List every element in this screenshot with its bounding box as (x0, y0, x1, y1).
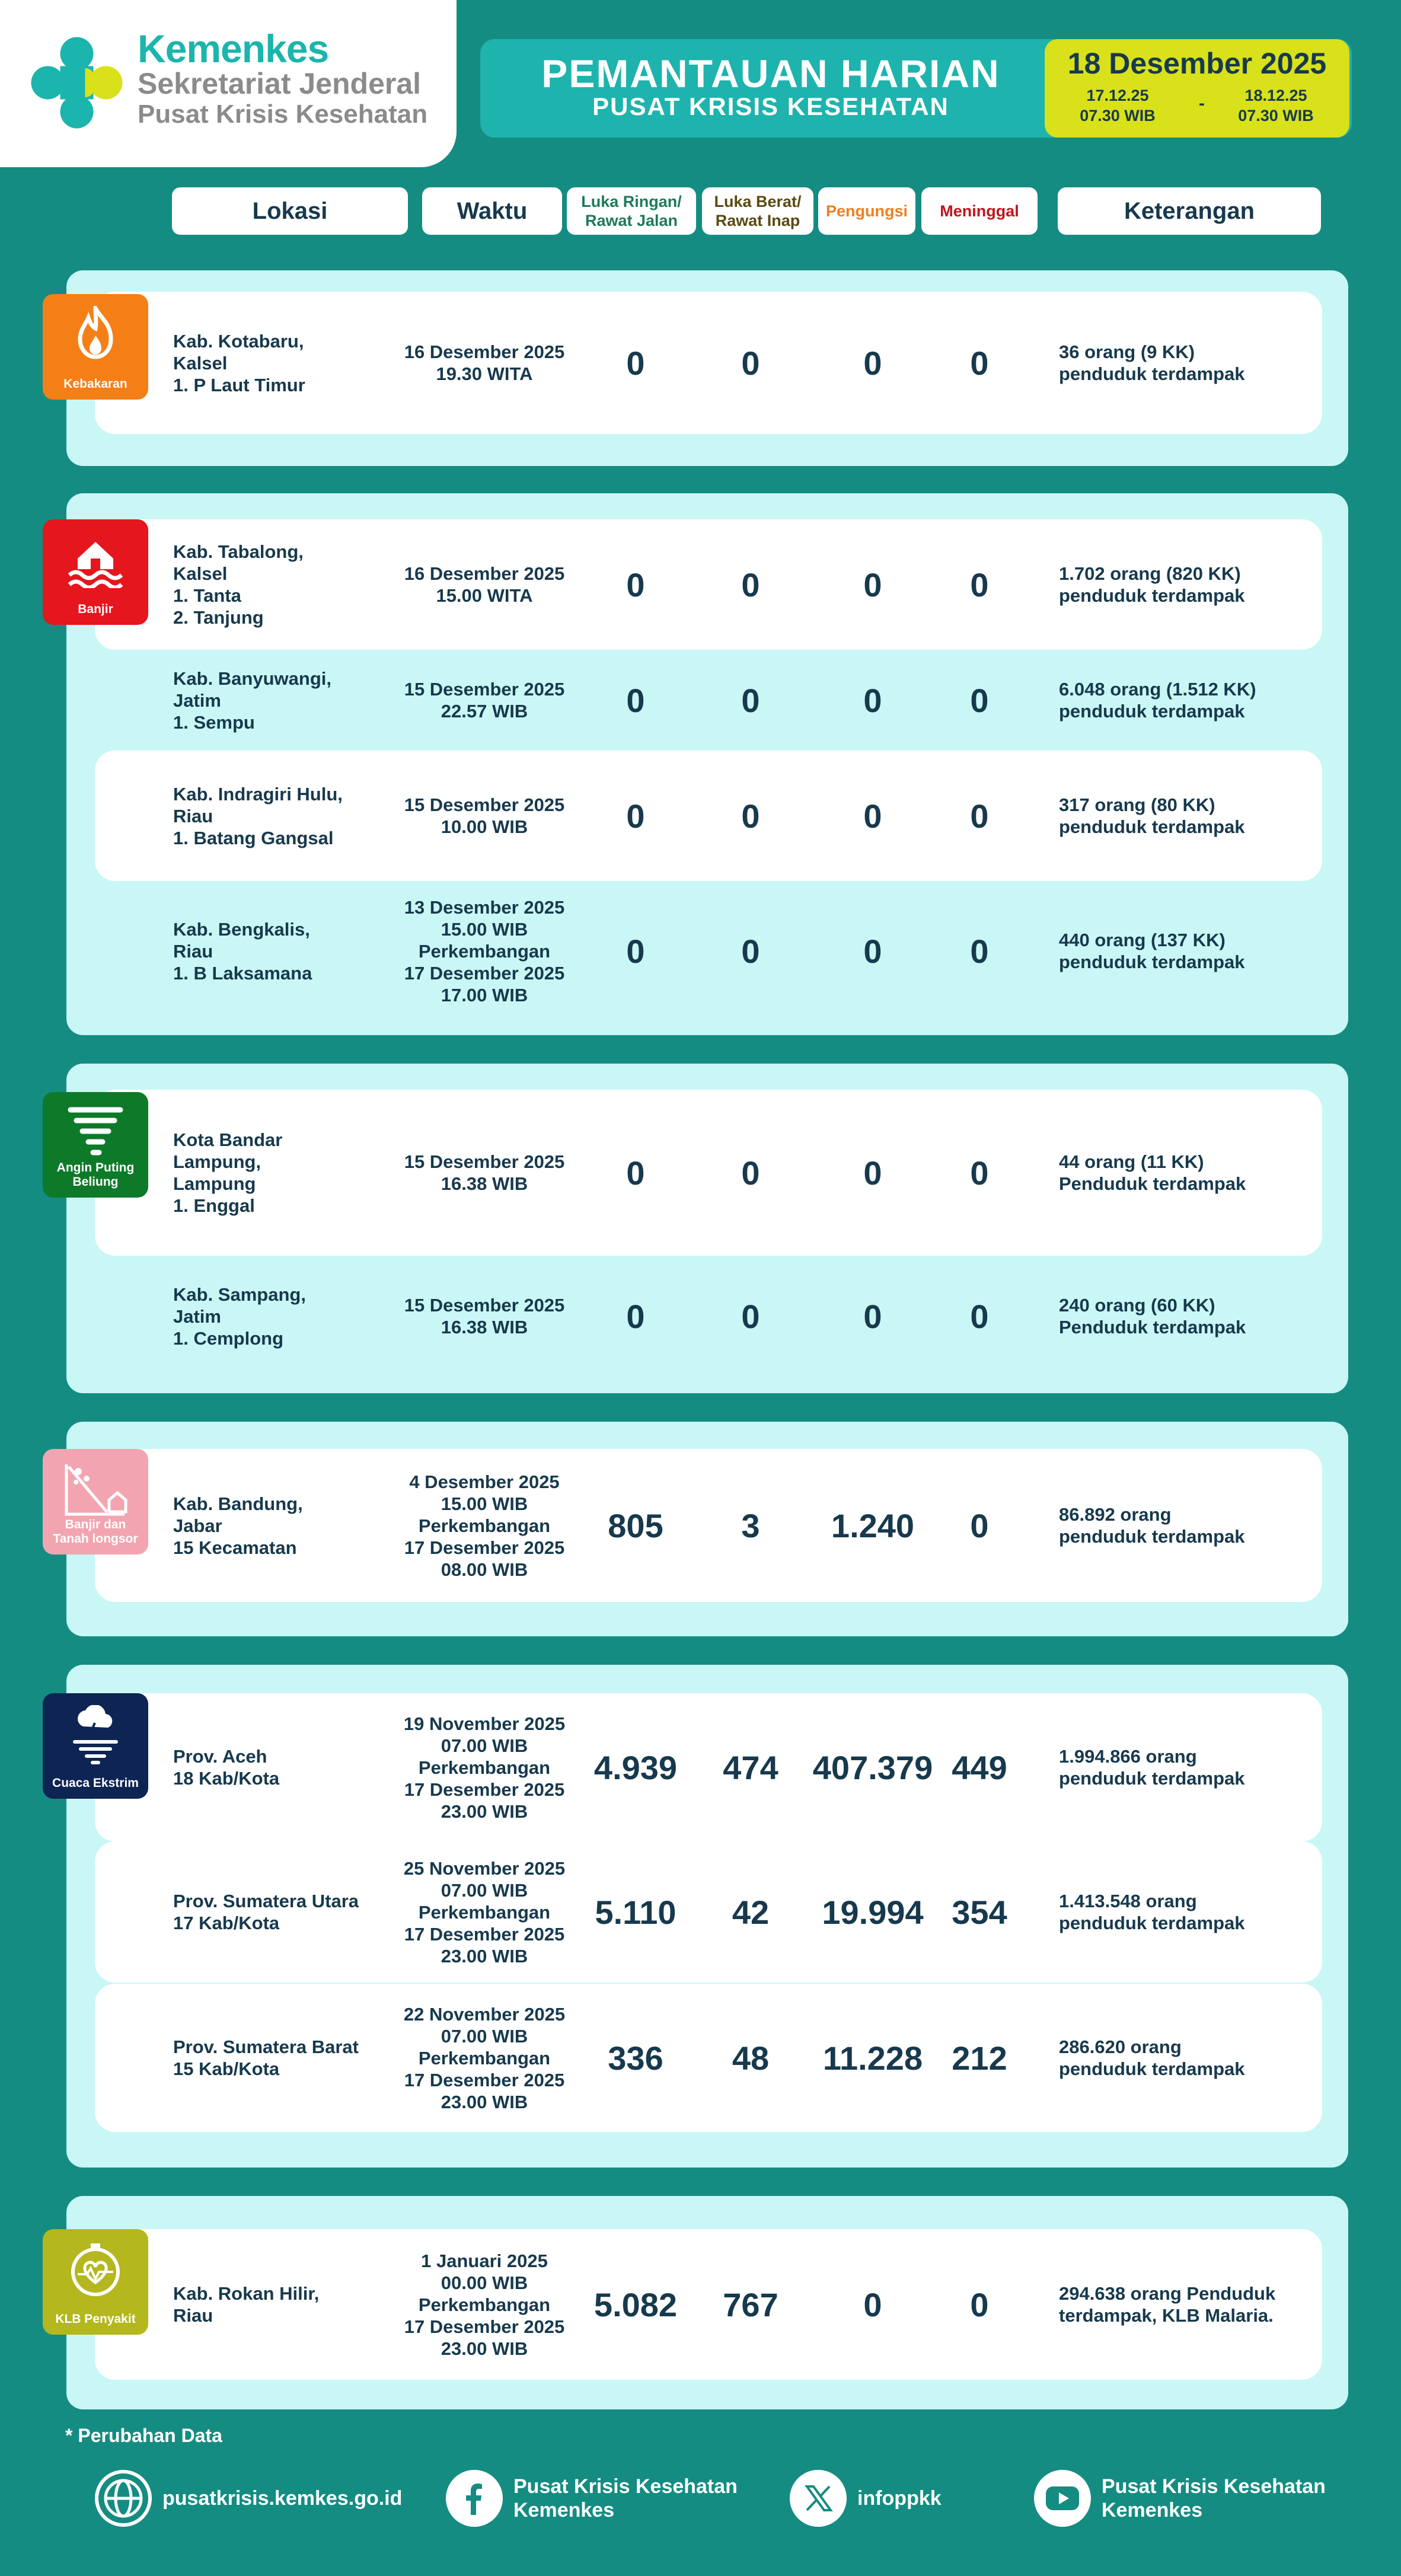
serious-injury-count: 0 (741, 1154, 760, 1192)
incident-section-storm (66, 1665, 1348, 2168)
location-text (173, 668, 331, 733)
text-line: 2. Tanjung (173, 607, 264, 628)
text-line: 15 Desember 2025 (404, 1295, 565, 1316)
range-start (1064, 85, 1171, 126)
page-subtitle: PUSAT KRISIS KESEHATAN (592, 92, 949, 120)
death-count: 0 (970, 797, 989, 835)
death-count: 449 (952, 1749, 1007, 1786)
description-text (1059, 1504, 1338, 1547)
report-date: 18 Desember 2025 (1067, 47, 1327, 80)
youtube-text-1: Pusat Krisis Kesehatan (1102, 2475, 1326, 2498)
text-line: 1. Enggal (173, 1195, 255, 1216)
col-header-luka-ringan (567, 187, 696, 235)
text-line: Kota Bandar (173, 1129, 283, 1150)
location-text (173, 1284, 306, 1349)
text-line: 17 Desember 2025 (404, 1779, 565, 1800)
text-line: penduduk terdampak (1059, 701, 1245, 722)
description-text (1059, 341, 1338, 385)
description-text (1059, 2283, 1338, 2326)
minor-injury-count: 0 (626, 566, 645, 604)
text-line: 23.00 WIB (441, 1801, 528, 1822)
text-line: 15.00 WITA (436, 585, 533, 606)
flood-category-tile (43, 519, 148, 625)
category-label (53, 1518, 138, 1546)
minor-injury-count: 0 (626, 682, 645, 719)
text-line: Riau (173, 805, 213, 826)
text-line: 16.38 WIB (441, 1173, 528, 1194)
text-line: 1. Batang Gangsal (173, 827, 334, 848)
logo-panel (0, 0, 457, 167)
text-line: penduduk terdampak (1059, 2058, 1245, 2079)
serious-injury-count: 48 (732, 2039, 770, 2077)
death-count: 212 (952, 2039, 1007, 2077)
death-count: 0 (970, 344, 989, 382)
col-header-luka-ringan-1: Luka Ringan/ (581, 193, 682, 210)
text-line: 15.00 WIB (441, 1493, 528, 1514)
death-count: 0 (970, 566, 989, 604)
text-line: 86.892 orang (1059, 1504, 1172, 1525)
col-header-luka-berat-2: Rawat Inap (715, 212, 800, 229)
location-text (173, 1890, 359, 1934)
youtube-link[interactable] (1034, 2469, 1326, 2528)
refugee-count: 0 (863, 933, 882, 970)
range-dash: - (1199, 94, 1205, 113)
death-count: 0 (970, 933, 989, 970)
text-line: 23.00 WIB (441, 2091, 528, 2112)
text-line: 317 orang (80 KK) (1059, 794, 1215, 815)
serious-injury-count: 42 (732, 1894, 770, 1931)
text-line: Lampung, (173, 1151, 261, 1172)
refugee-count: 19.994 (822, 1894, 924, 1931)
time-text (387, 2003, 582, 2113)
incident-section-fire (66, 270, 1348, 466)
text-line: Penduduk terdampak (1059, 1317, 1246, 1338)
col-header-luka-berat-1: Luka Berat/ (714, 193, 802, 210)
text-line: 22 November 2025 (403, 2003, 566, 2025)
description-text (1059, 678, 1338, 722)
death-count: 0 (970, 1507, 989, 1544)
minor-injury-count: 336 (608, 2039, 663, 2077)
refugee-count: 0 (863, 2286, 882, 2323)
description-text (1059, 1745, 1338, 1789)
refugee-count: 0 (863, 1154, 882, 1192)
minor-injury-count: 0 (626, 797, 645, 835)
time-text (387, 1857, 582, 1967)
range-end-date: 18.12.25 (1244, 87, 1307, 104)
text-line: 16 Desember 2025 (404, 341, 565, 362)
serious-injury-count: 3 (741, 1507, 760, 1544)
text-line: Jabar (173, 1515, 222, 1536)
text-line: 17.00 WIB (441, 984, 528, 1005)
text-line: 15 Desember 2025 (404, 794, 565, 815)
youtube-icon (1034, 2470, 1091, 2527)
text-line: 1.702 orang (820 KK) (1059, 563, 1241, 584)
death-count: 354 (952, 1894, 1007, 1931)
text-line: 17 Desember 2025 (404, 2316, 565, 2337)
text-line: Lampung (173, 1173, 256, 1194)
text-line: Kab. Bengkalis, (173, 918, 310, 940)
refugee-count: 11.228 (822, 2039, 923, 2077)
data-change-note: * Perubahan Data (65, 2425, 222, 2446)
storm-category-tile (43, 1693, 148, 1799)
disease-category-tile (43, 2229, 148, 2335)
serious-injury-count: 0 (741, 344, 760, 382)
death-count: 0 (970, 2286, 989, 2323)
serious-injury-count: 0 (741, 1298, 760, 1335)
serious-injury-count: 0 (741, 797, 760, 835)
text-line: penduduk terdampak (1059, 1768, 1245, 1789)
text-line: Prov. Sumatera Barat (173, 2036, 359, 2057)
text-line: Kalsel (173, 563, 228, 584)
time-text (387, 678, 582, 722)
text-line: 17 Desember 2025 (404, 1923, 565, 1945)
logo-line-3: Pusat Krisis Kesehatan (138, 100, 428, 129)
col-header-waktu: Waktu (422, 187, 562, 235)
website-link[interactable] (95, 2469, 402, 2528)
logo-name: Kemenkes (138, 27, 329, 71)
refugee-count: 1.240 (831, 1507, 915, 1544)
category-label-line: Kebakaran (63, 377, 127, 391)
text-line: Prov. Aceh (173, 1746, 267, 1767)
location-text (173, 2283, 319, 2326)
category-label-line: KLB Penyakit (55, 2312, 136, 2326)
text-line: Kab. Rokan Hilir, (173, 2283, 320, 2304)
description-text (1059, 563, 1338, 607)
facebook-text (513, 2475, 738, 2522)
text-line: 25 November 2025 (403, 1857, 566, 1879)
category-label (63, 377, 127, 391)
category-label (78, 602, 113, 617)
description-text (1059, 794, 1338, 838)
x-icon (790, 2470, 847, 2527)
text-line: Kab. Indragiri Hulu, (173, 783, 343, 805)
range-end-time: 07.30 WIB (1238, 107, 1314, 125)
text-line: 16 Desember 2025 (404, 563, 565, 584)
time-text (387, 2250, 582, 2360)
text-line: 1. Tanta (173, 585, 241, 606)
death-count: 0 (970, 682, 989, 719)
location-text (173, 541, 304, 628)
globe-icon (95, 2470, 152, 2527)
minor-injury-count: 4.939 (593, 1749, 678, 1786)
text-line: penduduk terdampak (1059, 1526, 1245, 1547)
page-title: PEMANTAUAN HARIAN (541, 52, 1000, 95)
text-line: Riau (173, 2305, 213, 2326)
text-line: Kab. Bandung, (173, 1493, 303, 1514)
landslide-category-tile (43, 1449, 148, 1554)
text-line: Riau (173, 940, 213, 962)
category-label-line: Banjir (78, 602, 113, 616)
category-label-line: Cuaca Ekstrim (52, 1776, 139, 1790)
text-line: terdampak, KLB Malaria. (1059, 2305, 1274, 2326)
text-line: 17 Desember 2025 (404, 1537, 565, 1558)
x-link[interactable] (790, 2469, 942, 2528)
text-line: 22.57 WIB (441, 701, 528, 722)
text-line: 44 orang (11 KK) (1059, 1151, 1204, 1172)
category-label-line: Angin Puting (56, 1161, 135, 1174)
text-line: 08.00 WIB (441, 1559, 528, 1580)
text-line: penduduk terdampak (1059, 585, 1245, 606)
text-line: 15.00 WIB (441, 918, 528, 940)
time-text (387, 794, 582, 838)
text-line: penduduk terdampak (1059, 1913, 1245, 1933)
description-text (1059, 2036, 1338, 2080)
col-header-lokasi: Lokasi (172, 187, 408, 235)
range-start-date: 17.12.25 (1086, 87, 1149, 104)
text-line: 15 Kab/Kota (173, 2058, 280, 2079)
x-handle-text: infoppkk (857, 2487, 942, 2510)
time-text (387, 1151, 582, 1195)
text-line: 36 orang (9 KK) (1059, 341, 1195, 362)
text-line: 00.00 WIB (441, 2272, 528, 2293)
text-line: 23.00 WIB (441, 2338, 528, 2359)
text-line: 1 Januari 2025 (421, 2250, 548, 2271)
incident-section-disease (66, 2196, 1348, 2409)
text-line: Penduduk terdampak (1059, 1173, 1246, 1194)
facebook-text-2: Kemenkes (513, 2499, 615, 2521)
location-text (173, 783, 343, 849)
kemenkes-logo-icon (25, 31, 129, 135)
serious-injury-count: 474 (723, 1749, 778, 1786)
category-label (52, 1776, 139, 1790)
refugee-count: 0 (863, 1298, 882, 1335)
text-line: 23.00 WIB (441, 1945, 528, 1967)
col-header-luka-ringan-2: Rawat Jalan (585, 212, 678, 229)
description-text (1059, 1151, 1338, 1195)
text-line: Perkembangan (418, 2294, 551, 2315)
minor-injury-count: 805 (608, 1507, 663, 1544)
col-header-luka-berat (702, 187, 813, 235)
minor-injury-count: 5.110 (595, 1894, 676, 1931)
text-line: 17 Kab/Kota (173, 1913, 280, 1933)
incident-section-landslide (66, 1422, 1348, 1636)
text-line: Jatim (173, 690, 221, 711)
col-header-keterangan: Keterangan (1058, 187, 1321, 235)
facebook-link[interactable] (446, 2469, 738, 2528)
minor-injury-count: 5.082 (593, 2286, 678, 2323)
time-text (387, 563, 582, 607)
location-text (173, 330, 305, 396)
death-count: 0 (970, 1154, 989, 1192)
text-line: penduduk terdampak (1059, 816, 1245, 837)
text-line: 1.994.866 orang (1059, 1746, 1197, 1767)
time-text (387, 1713, 582, 1822)
text-line: 440 orang (137 KK) (1059, 930, 1226, 950)
location-text (173, 1745, 279, 1789)
time-text (387, 1294, 582, 1338)
col-header-pengungsi: Pengungsi (818, 187, 915, 235)
minor-injury-count: 0 (626, 344, 645, 382)
text-line: Prov. Sumatera Utara (173, 1891, 359, 1911)
refugee-count: 0 (863, 344, 882, 382)
location-text (173, 2036, 359, 2080)
text-line: 15 Desember 2025 (404, 1151, 565, 1172)
text-line: Perkembangan (418, 1757, 551, 1778)
range-start-time: 07.30 WIB (1080, 107, 1156, 125)
refugee-count: 0 (863, 566, 882, 604)
text-line: 1. Cemplong (173, 1327, 284, 1349)
location-text (173, 1493, 303, 1559)
text-line: Jatim (173, 1305, 221, 1327)
text-line: 13 Desember 2025 (404, 896, 565, 918)
logo-line-2: Sekretariat Jenderal (138, 67, 422, 100)
text-line: 1. B Laksamana (173, 962, 312, 984)
minor-injury-count: 0 (626, 1298, 645, 1335)
youtube-text (1102, 2475, 1326, 2522)
text-line: 07.00 WIB (441, 1879, 528, 1901)
text-line: 15 Desember 2025 (404, 679, 565, 700)
serious-injury-count: 767 (723, 2286, 778, 2323)
text-line: Kab. Sampang, (173, 1284, 306, 1305)
refugee-count: 407.379 (812, 1749, 933, 1786)
refugee-count: 0 (863, 797, 882, 835)
text-line: penduduk terdampak (1059, 952, 1245, 972)
text-line: 294.638 orang Penduduk (1059, 2283, 1276, 2304)
refugee-count: 0 (863, 682, 882, 719)
text-line: 15 Kecamatan (173, 1537, 297, 1558)
minor-injury-count: 0 (626, 1154, 645, 1192)
incident-section-tornado (66, 1064, 1348, 1393)
website-text: pusatkrisis.kemkes.go.id (162, 2487, 403, 2510)
serious-injury-count: 0 (741, 566, 760, 604)
description-text (1059, 1890, 1338, 1934)
category-label (57, 1161, 135, 1189)
category-label-line: Beliung (72, 1175, 119, 1189)
col-header-meninggal: Meninggal (921, 187, 1038, 235)
text-line: Perkembangan (418, 1515, 551, 1536)
text-line: Kab. Tabalong, (173, 541, 304, 562)
text-line: Perkembangan (418, 1901, 551, 1923)
text-line: 17 Desember 2025 (404, 2069, 565, 2090)
text-line: 1. Sempu (173, 711, 255, 733)
text-line: 17 Desember 2025 (404, 962, 565, 984)
location-text (173, 1129, 282, 1217)
text-line: 07.00 WIB (441, 1735, 528, 1756)
text-line: 18 Kab/Kota (173, 1768, 280, 1789)
youtube-text-2: Kemenkes (1102, 2499, 1203, 2521)
description-text (1059, 929, 1338, 973)
category-label-line: Banjir dan (65, 1518, 126, 1531)
incident-section-flood (66, 493, 1348, 1035)
text-line: 4 Desember 2025 (409, 1471, 560, 1492)
text-line: Kalsel (173, 352, 228, 374)
category-label (55, 2312, 135, 2326)
facebook-icon (446, 2470, 503, 2527)
location-text (173, 918, 312, 984)
range-end (1223, 85, 1329, 126)
text-line: 10.00 WIB (441, 816, 528, 837)
minor-injury-count: 0 (626, 933, 645, 970)
text-line: 19 November 2025 (403, 1713, 566, 1734)
text-line: 286.620 orang (1059, 2036, 1182, 2057)
tornado-category-tile (43, 1092, 148, 1198)
text-line: 6.048 orang (1.512 KK) (1059, 679, 1256, 700)
text-line: 1. P Laut Timur (173, 374, 305, 395)
text-line: 19.30 WITA (436, 363, 533, 384)
serious-injury-count: 0 (741, 933, 760, 970)
description-text (1059, 1294, 1338, 1338)
text-line: penduduk terdampak (1059, 363, 1245, 384)
time-text (387, 1471, 582, 1581)
death-count: 0 (970, 1298, 989, 1335)
time-text (387, 896, 582, 1006)
text-line: 240 orang (60 KK) (1059, 1295, 1215, 1316)
text-line: Perkembangan (418, 940, 551, 962)
text-line: Perkembangan (418, 2047, 551, 2069)
text-line: 1.413.548 orang (1059, 1891, 1197, 1911)
fire-category-tile (43, 294, 148, 400)
text-line: Kab. Banyuwangi, (173, 668, 331, 689)
time-text (387, 341, 582, 385)
facebook-text-1: Pusat Krisis Kesehatan (513, 2475, 738, 2498)
serious-injury-count: 0 (741, 682, 760, 719)
text-line: 07.00 WIB (441, 2025, 528, 2047)
text-line: Kab. Kotabaru, (173, 330, 304, 352)
category-label-line: Tanah longsor (53, 1532, 138, 1546)
text-line: 16.38 WIB (441, 1317, 528, 1338)
